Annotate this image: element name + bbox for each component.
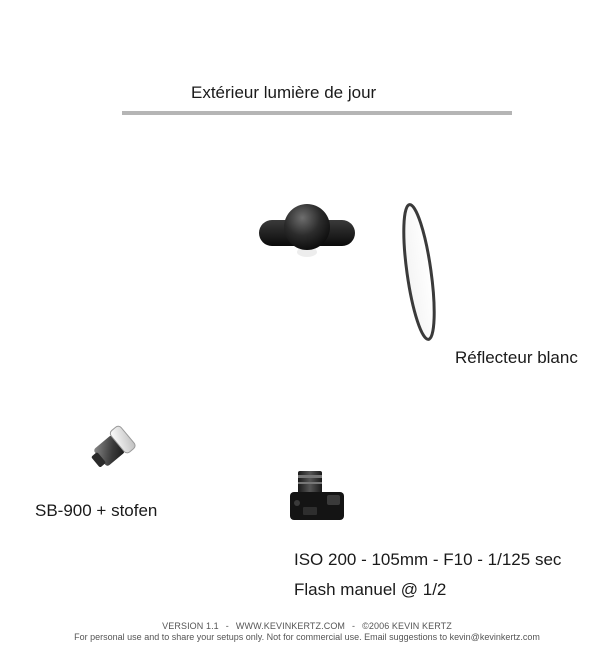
footer-separator: - [352,621,356,631]
scene-title: Extérieur lumière de jour [191,83,377,102]
footer-site: WWW.KEVINKERTZ.COM [235,621,346,631]
flash-label: SB-900 + stofen [35,501,158,520]
dslr-camera-icon [289,470,345,522]
footer-credits [0,621,614,631]
reflector-label: Réflecteur blanc [455,348,578,367]
reflector-panel-icon [400,202,440,342]
backdrop-line [122,111,512,115]
footer-notice: For personal use and to share your setups only. Not for commercial use. Email suggestions to kevin@kevinkertz.com [74,632,540,642]
footer-copyright: ©2006 KEVIN KERTZ [362,621,452,631]
speedlight-flash-icon [87,423,139,475]
footer-version: VERSION 1.1 [162,621,219,631]
camera-settings-line2: Flash manuel @ 1/2 [294,580,447,599]
camera-settings-line1: ISO 200 - 105mm - F10 - 1/125 sec [294,550,562,569]
person-top-view-icon [258,202,356,260]
footer-separator: - [225,621,229,631]
